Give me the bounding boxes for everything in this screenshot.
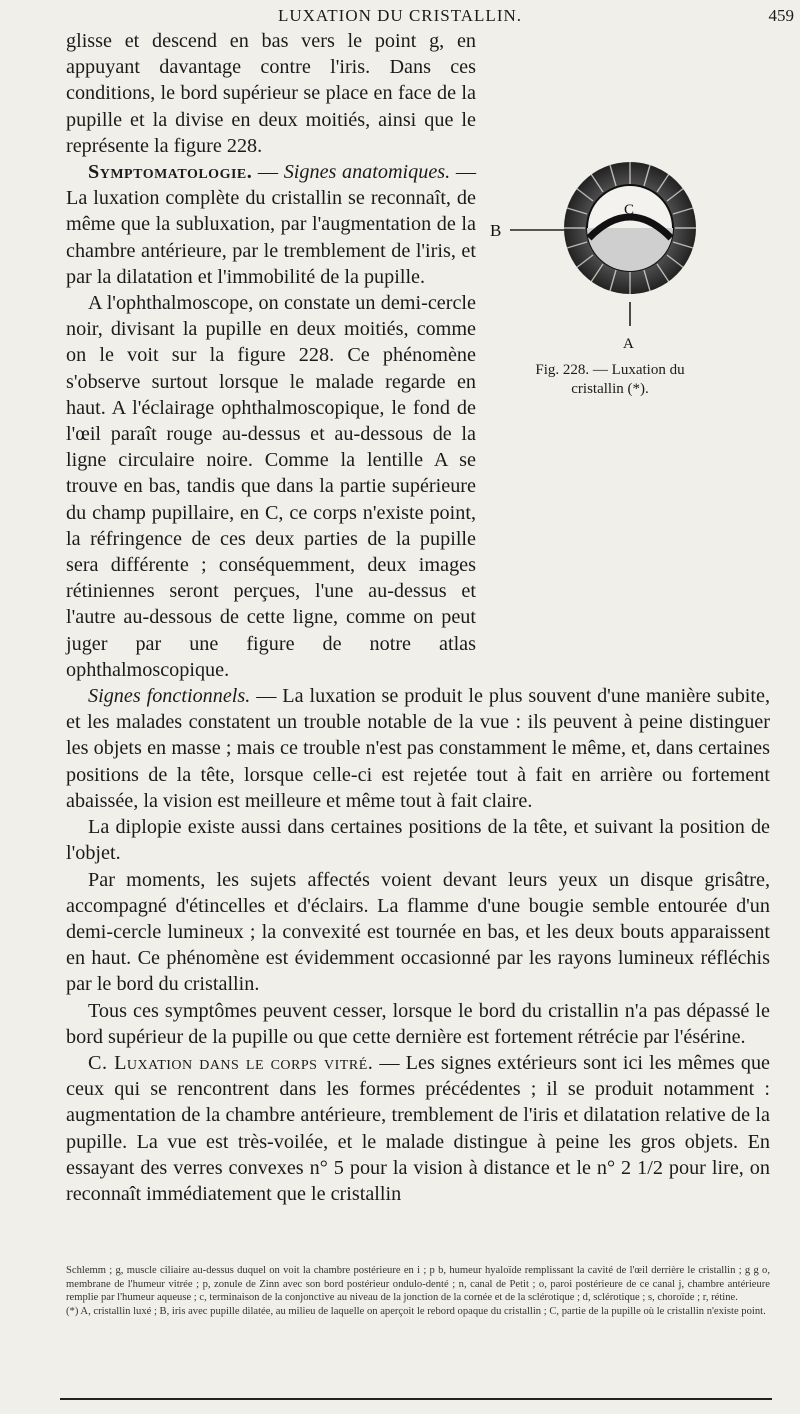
paragraph-text: — La luxation complète du cristallin se reconnaît, de même que la subluxation, par l'augmentation de la chambre antérieure, par le tremblement de l'iris, et par la dilatation et l'immobilité de la pupille. — [66, 161, 477, 288]
main-text — [66, 28, 770, 1207]
footnote-legend: Schlemm ; g, muscle ciliaire au-dessus duquel on voit la chambre postérieure en i ; p b, humeur hyaloïde remplissant la cavité de l'œil derrière le cristallin ; g g o, membrane de l'humeur vitrée ; p, zonule de Zinn avec son bord postérieur ondulo-denté ; n, canal de Petit ; o, paroi postérieure de ce canal j, chambre antérieure remplie par l'humeur aqueuse ; c, terminaison de la conjonctive au niveau de la jonction de la cornée et de la sclérotique ; d, sclérotique ; s, choroïde ; r, rétine. — [66, 1265, 770, 1304]
paragraph-cessation: Tous ces symptômes peuvent cesser, lorsque le bord du cristallin n'a pas dépassé le bord supérieur de la pupille ou que cette dernière est fortement rétrécie par l'ésérine. — [66, 999, 770, 1048]
section-heading: Symptomatologie. — [88, 161, 253, 184]
section-heading: C. Luxation dans le corps vitré. — [88, 1051, 374, 1074]
paragraph-vitreous-luxation — [66, 1050, 770, 1207]
subsection-heading: Signes fonctionnels. — [88, 685, 251, 708]
paragraph-diplopia: La diplopie existe aussi dans certaines positions de la tête, et suivant la position de l'objet. — [66, 816, 770, 865]
paragraph-text: — Les signes extérieurs sont ici les mêmes que ceux qui se rencontrent dans les formes précédentes ; il se produit notamment : augmentation de la chambre antérieure, tremblement de l'iris et dilatation relative de la pupille. La vue est très-voilée, et le malade distingue à peine les gros objets. En essayant des verres convexes n° 5 pour la vision à distance et le n° 2 1/2 pour lire, on reconnaît immédiatement que le cristallin — [66, 1051, 770, 1205]
paragraph-grey-disc: Par moments, les sujets affectés voient devant leurs yeux un disque grisâtre, accompagné d'étincelles et d'éclairs. La flamme d'une bougie semble entourée d'un demi-cercle lumineux ; la convexité est tournée en bas, et les deux bouts apparaissent en haut. Ce phénomène est évidemment occasionné par les rayons lumineux réfléchis par le bord du cristallin. — [66, 868, 770, 996]
paragraph-functional-signs — [66, 683, 770, 814]
running-title: LUXATION DU CRISTALLIN. — [277, 6, 523, 25]
page-number: 459 — [768, 6, 794, 25]
subsection-heading: Signes anatomiques. — [283, 161, 451, 184]
bottom-rule — [60, 1398, 772, 1400]
running-head — [60, 4, 800, 30]
label-b: B — [490, 221, 502, 240]
paragraph-ophthalmoscope: A l'ophthalmoscope, on constate un demi-cercle noir, divisant la pupille en deux moitiés, comme on le voit sur la figure 228. Ce phénomène s'observe surtout lorsque le malade regarde en haut. A l'éclairage ophthalmoscopique, le fond de l'œil paraît rouge au-dessus et au-dessous de la ligne circulaire noire. Comme la lentille A se trouve en bas, tandis que dans la partie supérieure du champ pupillaire, en C, ce corps n'existe point, la réfringence de ces deux parties de la pupille sera différente ; conséquemment, deux images rétiniennes seront perçues, l'une au-dessus et l'autre au-dessous de cette ligne, comme on peut juger par une figure de notre atlas ophthalmoscopique. — [66, 292, 476, 681]
label-a: A — [623, 336, 634, 352]
footnote-figure: (*) A, cristallin luxé ; B, iris avec pupille dilatée, au milieu de laquelle on aperçoit le rebord opaque du cristallin ; C, partie de la pupille où le cristallin n'existe point. — [66, 1305, 766, 1317]
footnotes — [66, 1264, 770, 1318]
paragraph-intro: glisse et descend en bas vers le point g, en appuyant davantage contre l'iris. Dans ces conditions, le bord supérieur se place en face de la pupille et la divise en deux moitiés, ainsi que le représente la figure 228. — [66, 30, 476, 157]
paragraph-symptomatology: Symptomatologie. — Signes anatomiques. — La luxation complète du cristallin se reconnaît, de même que la subluxation, par l'augmentation de la chambre antérieure, par le tremblement de l'iris, et par la dilatation et l'immobilité de la pupille. — [66, 161, 477, 288]
label-c: C — [624, 202, 635, 218]
paragraph-text: — La luxation se produit le plus souvent d'une manière subite, et les malades constatent un trouble notable de la vue : ils peuvent à peine distinguer les objets en masse ; mais ce trouble n'est pas constamment le même, et, dans certaines positions de la tête, lorsque celle-ci est rejetée tout à fait en arrière ou fortement abaissée, la vision est meilleure et même tout à fait claire. — [66, 685, 771, 812]
figure-caption: Fig. 228. — Luxation du cristallin (*). — [535, 362, 685, 397]
